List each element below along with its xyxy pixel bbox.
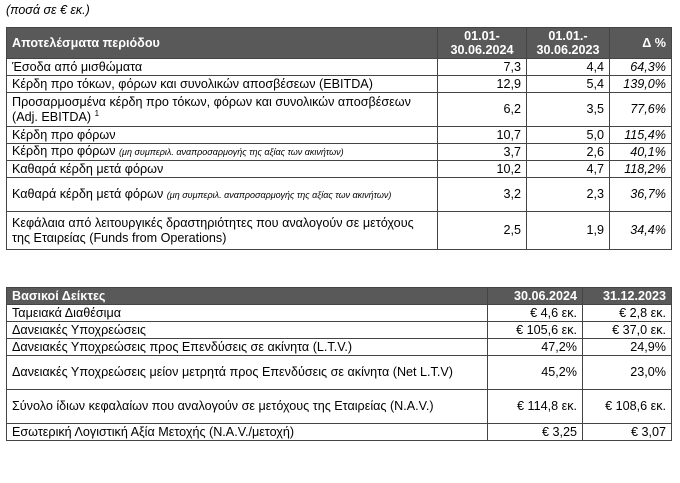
indicator-value-2023: € 37,0 εκ. xyxy=(583,322,672,339)
value-2024: 10,7 xyxy=(438,127,527,144)
value-2023: 2,3 xyxy=(527,178,610,212)
value-2023: 5,4 xyxy=(527,76,610,93)
results-row-label xyxy=(7,144,438,161)
indicator-value-2023: € 108,6 εκ. xyxy=(583,390,672,424)
period-2023-line1: 01.01.- xyxy=(548,28,588,43)
indicators-row xyxy=(7,339,672,356)
indicators-row xyxy=(7,322,672,339)
results-header-delta: Δ % xyxy=(610,28,672,59)
indicators-row xyxy=(7,356,672,390)
row-label-text: Κέρδη προ τόκων, φόρων και συνολικών αποσβέσεων (EBITDA) xyxy=(12,76,373,91)
results-row-label xyxy=(7,178,438,212)
indicator-value-2024: € 3,25 xyxy=(488,424,583,441)
indicator-value-2023: € 3,07 xyxy=(583,424,672,441)
results-header-row xyxy=(7,28,672,59)
indicators-header-row xyxy=(7,288,672,305)
period-2024-line1: 01.01- xyxy=(464,28,500,43)
value-2023: 4,7 xyxy=(527,161,610,178)
results-row xyxy=(7,144,672,161)
indicators-row-label: Δανειακές Υποχρεώσεις xyxy=(7,322,488,339)
results-header-period-2024 xyxy=(438,28,527,59)
indicators-row-label: Εσωτερική Λογιστική Αξία Μετοχής (N.A.V./μετοχή) xyxy=(7,424,488,441)
footnote-marker: 1 xyxy=(94,108,100,118)
row-label-text: Έσοδα από μισθώματα xyxy=(12,59,143,74)
delta-percent: 40,1% xyxy=(610,144,672,161)
value-2023: 2,6 xyxy=(527,144,610,161)
unit-caption: (ποσά σε € εκ.) xyxy=(6,3,90,17)
results-row-label xyxy=(7,59,438,76)
indicators-row-label: Δανειακές Υποχρεώσεις προς Επενδύσεις σε ακίνητα (L.T.V.) xyxy=(7,339,488,356)
delta-percent: 36,7% xyxy=(610,178,672,212)
indicator-value-2023: 24,9% xyxy=(583,339,672,356)
indicators-row xyxy=(7,305,672,322)
value-2024: 6,2 xyxy=(438,93,527,127)
indicator-value-2024: 45,2% xyxy=(488,356,583,390)
delta-percent: 64,3% xyxy=(610,59,672,76)
indicators-header-date-2023: 31.12.2023 xyxy=(583,288,672,305)
row-label-text: Καθαρά κέρδη μετά φόρων xyxy=(12,186,164,201)
row-label-text: Καθαρά κέρδη μετά φόρων xyxy=(12,161,164,176)
indicator-value-2024: € 114,8 εκ. xyxy=(488,390,583,424)
value-2024: 3,2 xyxy=(438,178,527,212)
value-2024: 7,3 xyxy=(438,59,527,76)
period-2023-line2: 30.06.2023 xyxy=(536,43,600,57)
indicators-header-label: Βασικοί Δείκτες xyxy=(7,288,488,305)
indicator-value-2024: 47,2% xyxy=(488,339,583,356)
results-header-period-2023 xyxy=(527,28,610,59)
delta-percent: 77,6% xyxy=(610,93,672,127)
value-2024: 10,2 xyxy=(438,161,527,178)
indicator-value-2024: € 4,6 εκ. xyxy=(488,305,583,322)
results-table xyxy=(6,27,672,250)
results-row xyxy=(7,161,672,178)
indicators-row-label: Ταμειακά Διαθέσιμα xyxy=(7,305,488,322)
results-row xyxy=(7,59,672,76)
row-label-text: Κέρδη προ φόρων xyxy=(12,127,116,142)
results-row xyxy=(7,127,672,144)
row-label-text: Κεφάλαια από λειτουργικές δραστηριότητες που αναλογούν σε μετόχους της Εταιρείας (Funds from Operations) xyxy=(12,216,414,245)
row-label-text: Κέρδη προ φόρων xyxy=(12,144,116,159)
indicators-row-label: Σύνολο ίδιων κεφαλαίων που αναλογούν σε μετόχους της Εταιρείας (N.A.V.) xyxy=(7,390,488,424)
value-2024: 3,7 xyxy=(438,144,527,161)
results-row xyxy=(7,178,672,212)
results-row-label xyxy=(7,76,438,93)
indicator-value-2024: € 105,6 εκ. xyxy=(488,322,583,339)
value-2024: 2,5 xyxy=(438,212,527,250)
value-2023: 3,5 xyxy=(527,93,610,127)
delta-percent: 118,2% xyxy=(610,161,672,178)
delta-percent: 139,0% xyxy=(610,76,672,93)
row-note: (μη συμπεριλ. αναπροσαρμογής της αξίας των ακινήτων) xyxy=(166,189,392,200)
results-row-label xyxy=(7,161,438,178)
results-row-label xyxy=(7,127,438,144)
row-label-text: Προσαρμοσμένα κέρδη προ τόκων, φόρων και συνολικών αποσβέσεων (Adj. EBITDA) xyxy=(12,95,411,124)
delta-percent: 115,4% xyxy=(610,127,672,144)
indicator-value-2023: € 2,8 εκ. xyxy=(583,305,672,322)
results-row-label xyxy=(7,212,438,250)
results-row xyxy=(7,76,672,93)
results-header-label: Αποτελέσματα περιόδου xyxy=(7,28,438,59)
row-note: (μη συμπεριλ. αναπροσαρμογής της αξίας των ακινήτων) xyxy=(119,147,344,158)
indicators-header-date-2024: 30.06.2024 xyxy=(488,288,583,305)
delta-percent: 34,4% xyxy=(610,212,672,250)
value-2024: 12,9 xyxy=(438,76,527,93)
indicators-row-label: Δανειακές Υποχρεώσεις μείον μετρητά προς Επενδύσεις σε ακίνητα (Net L.T.V) xyxy=(7,356,488,390)
results-row xyxy=(7,93,672,127)
indicator-value-2023: 23,0% xyxy=(583,356,672,390)
value-2023: 4,4 xyxy=(527,59,610,76)
indicators-row xyxy=(7,390,672,424)
results-row xyxy=(7,212,672,250)
indicators-row xyxy=(7,424,672,441)
indicators-table xyxy=(6,287,672,441)
results-row-label xyxy=(7,93,438,127)
period-2024-line2: 30.06.2024 xyxy=(450,43,514,57)
value-2023: 1,9 xyxy=(527,212,610,250)
value-2023: 5,0 xyxy=(527,127,610,144)
